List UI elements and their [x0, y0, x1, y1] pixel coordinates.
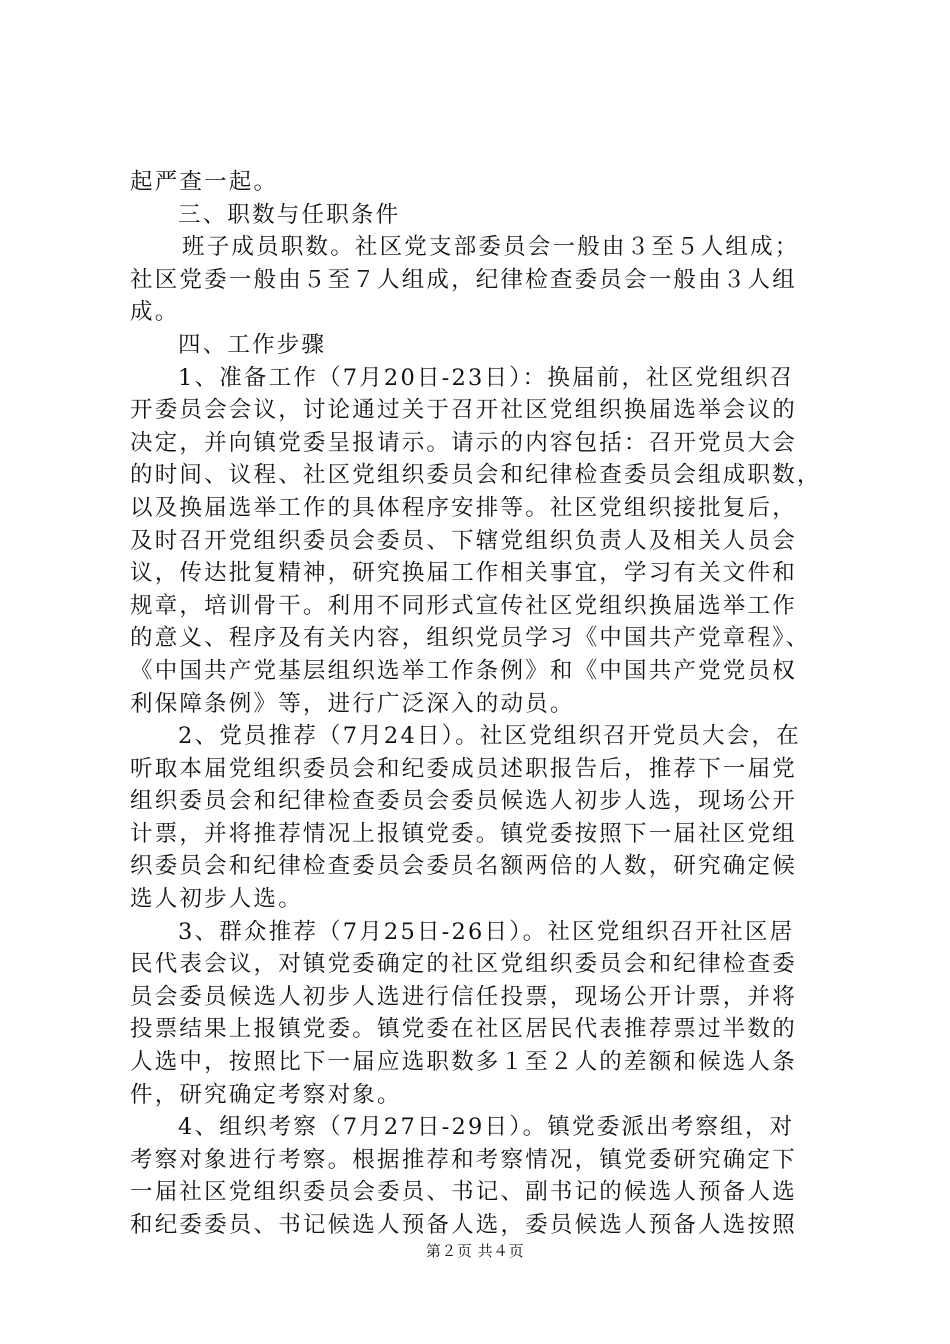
- section-heading: 三、职数与任职条件: [178, 201, 401, 228]
- text-line: 《中国共产党基层组织选举工作条例》和《中国共产党党员权: [130, 657, 797, 684]
- text-line: 组织委员会和纪律检查委员会委员候选人初步人选，现场公开: [130, 788, 797, 815]
- text-line: 的时间、议程、社区党组织委员会和纪律检查委员会组成职数，: [130, 462, 822, 489]
- text-line: 社区党委一般由５至７人组成，纪律检查委员会一般由３人组: [130, 266, 797, 293]
- text-line: 起严查一起。: [130, 169, 279, 195]
- text-line: 听取本届党组织委员会和纪委成员述职报告后，推荐下一届党: [130, 755, 797, 782]
- text-line: 一届社区党组织委员会委员、书记、副书记的候选人预备人选: [130, 1179, 797, 1206]
- text-line: 班子成员职数。社区党支部委员会一般由３至５人组成；: [182, 234, 800, 261]
- text-line: 以及换届选举工作的具体程序安排等。社区党组织接批复后，: [130, 494, 797, 521]
- text-line: 考察对象进行考察。根据推荐和考察情况，镇党委研究确定下: [130, 1146, 797, 1173]
- text-line: 及时召开党组织委员会委员、下辖党组织负责人及相关人员会: [130, 527, 797, 554]
- text-line: 民代表会议，对镇党委确定的社区党组织委员会和纪律检查委: [130, 951, 797, 978]
- page-number-footer: 第２页 共４页: [425, 1242, 525, 1260]
- text-line: 人选中，按照比下一届应选职数多１至２人的差额和候选人条: [130, 1049, 797, 1076]
- text-line: 4、组织考察（7月27日-29日）。镇党委派出考察组，对: [178, 1114, 795, 1141]
- text-line: 利保障条例》等，进行广泛深入的动员。: [130, 690, 575, 717]
- text-line: 规章，培训骨干。利用不同形式宣传社区党组织换届选举工作: [130, 592, 797, 619]
- text-line: 员会委员候选人初步人选进行信任投票，现场公开计票，并将: [130, 983, 797, 1010]
- text-line: 投票结果上报镇党委。镇党委在社区居民代表推荐票过半数的: [130, 1016, 797, 1043]
- text-line: 成。: [130, 299, 180, 326]
- text-line: 议，传达批复精神，研究换届工作相关事宜，学习有关文件和: [130, 560, 797, 587]
- text-line: 计票，并将推荐情况上报镇党委。镇党委按照下一届社区党组: [130, 820, 797, 847]
- text-line: 和纪委委员、书记候选人预备人选，委员候选人预备人选按照: [130, 1212, 797, 1238]
- text-line: 开委员会会议，讨论通过关于召开社区党组织换届选举会议的: [130, 397, 797, 424]
- text-line: 2、党员推荐（7月24日）。社区党组织召开党员大会，在: [178, 723, 801, 750]
- text-line: 决定，并向镇党委呈报请示。请示的内容包括：召开党员大会: [130, 429, 797, 456]
- text-line: 选人初步人选。: [130, 886, 303, 913]
- section-heading: 四、工作步骤: [178, 331, 327, 358]
- document-body: [130, 166, 830, 1242]
- text-line: 3、群众推荐（7月25日-26日）。社区党组织召开社区居: [178, 918, 795, 945]
- text-line: 件，研究确定考察对象。: [130, 1081, 402, 1108]
- text-line: 的意义、程序及有关内容，组织党员学习《中国共产党章程》、: [130, 625, 811, 652]
- text-line: 织委员会和纪律检查委员会委员名额两倍的人数，研究确定候: [130, 853, 797, 880]
- text-line: 1、准备工作（7月20日-23日）：换届前，社区党组织召: [178, 364, 795, 391]
